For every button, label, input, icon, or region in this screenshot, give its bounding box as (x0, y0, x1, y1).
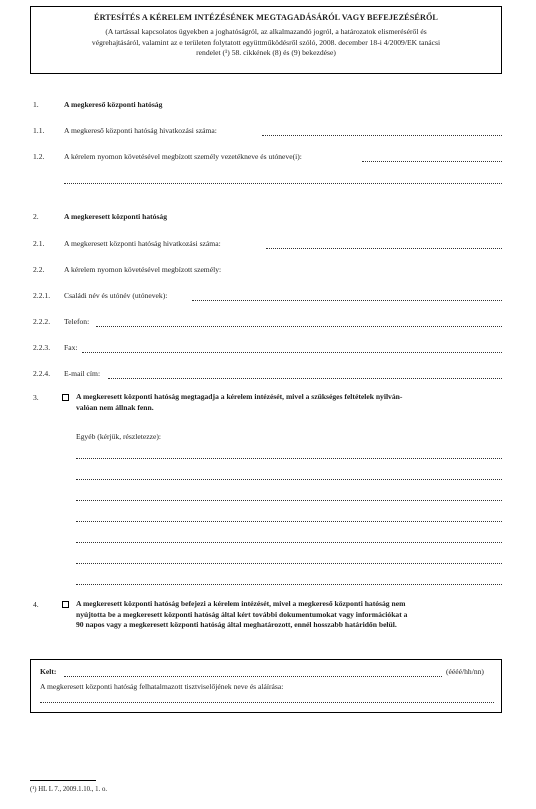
item-2-2-3-field[interactable] (82, 352, 502, 353)
footnote: (¹) HL L 7., 2009.1.10., 1. o. (30, 786, 108, 793)
item-2-2-4-number: 2.2.4. (33, 369, 51, 378)
section-4-number: 4. (33, 600, 39, 609)
item-2-2-4-label: E-mail cím: (64, 369, 101, 378)
section-2-number: 2. (33, 212, 39, 221)
section-3-other-line-4[interactable] (76, 521, 502, 522)
section-3-other-line-1[interactable] (76, 458, 502, 459)
kelt-date-field[interactable] (64, 676, 442, 677)
section-3-checkbox[interactable] (62, 394, 69, 401)
signature-label: A megkeresett központi hatóság felhatalmazott tisztviselőjének neve és aláírása: (40, 682, 284, 691)
section-3-line-2: valóan nem állnak fenn. (76, 402, 154, 412)
item-1-2-label: A kérelem nyomon követésével megbízott személy vezetékneve és utóneve(i): (64, 152, 302, 161)
subtitle-line-3: rendelet (¹) 58. cikkének (8) és (9) bekezdése) (196, 48, 336, 58)
item-1-2-number: 1.2. (33, 152, 45, 161)
section-4-line-3: 90 napos vagy a megkeresett központi hatóság által meghatározott, ennél hosszabb határidőn belül. (76, 620, 397, 630)
item-2-2-1-field[interactable] (192, 300, 502, 301)
item-1-1-label: A megkereső központi hatóság hivatkozási száma: (64, 126, 217, 135)
kelt-label: Kelt: (40, 667, 57, 676)
section-3-other-line-5[interactable] (76, 542, 502, 543)
item-2-2-2-field[interactable] (96, 326, 502, 327)
item-2-2-label: A kérelem nyomon követésével megbízott személy: (64, 265, 222, 274)
section-4-checkbox[interactable] (62, 601, 69, 608)
item-2-2-4-field[interactable] (108, 378, 502, 379)
section-3-text (76, 392, 502, 413)
section-1-title: A megkereső központi hatóság (64, 100, 163, 109)
section-1-number: 1. (33, 100, 39, 109)
item-1-2-field-line-2[interactable] (64, 183, 502, 184)
section-3-other-line-3[interactable] (76, 500, 502, 501)
section-4-line-1: A megkeresett központi hatóság befejezi a kérelem intézését, mivel a megkereső központi hatóság nem (76, 599, 406, 608)
item-2-2-1-label: Családi név és utónév (utónevek): (64, 291, 168, 300)
item-2-1-number: 2.1. (33, 239, 45, 248)
item-1-1-number: 1.1. (33, 126, 45, 135)
item-2-2-number: 2.2. (33, 265, 45, 274)
date-format-hint: (éééé/hh/nn) (446, 667, 484, 676)
item-1-2-field[interactable] (362, 161, 502, 162)
signature-field[interactable] (40, 702, 494, 703)
footnote-rule (30, 780, 96, 781)
form-title: ÉRTESÍTÉS A KÉRELEM INTÉZÉSÉNEK MEGTAGADÁSÁRÓL VAGY BEFEJEZÉSÉRŐL (94, 13, 438, 22)
form-subtitle (44, 27, 488, 59)
section-3-number: 3. (33, 393, 39, 402)
item-1-1-field[interactable] (262, 135, 502, 136)
item-2-2-3-number: 2.2.3. (33, 343, 51, 352)
section-4-text (76, 599, 502, 631)
section-2-title: A megkeresett központi hatóság (64, 212, 168, 221)
item-2-1-label: A megkeresett központi hatóság hivatkozási száma: (64, 239, 221, 248)
subtitle-line-1: (A tartással kapcsolatos ügyekben a joghatóságról, az alkalmazandó jogról, a határozatok elismeréséről és (105, 27, 427, 36)
item-2-2-1-number: 2.2.1. (33, 291, 51, 300)
item-2-2-2-label: Telefon: (64, 317, 90, 326)
item-2-2-3-label: Fax: (64, 343, 78, 352)
item-2-1-field[interactable] (266, 248, 502, 249)
section-3-other-label: Egyéb (kérjük, részletezze): (76, 432, 161, 441)
subtitle-line-2: végrehajtásáról, valamint az e területen folytatott együttműködésről szóló, 2008. december 18-i 4/2009/EK tanácsi (91, 37, 441, 47)
section-3-other-line-6[interactable] (76, 563, 502, 564)
section-3-line-1: A megkeresett központi hatóság megtagadja a kérelem intézését, mivel a szükséges feltételek nyilván- (76, 392, 403, 401)
item-2-2-2-number: 2.2.2. (33, 317, 51, 326)
section-4-line-2: nyújtotta be a megkeresett központi hatóság által kért további dokumentumokat vagy információkat a (76, 609, 408, 619)
section-3-other-line-2[interactable] (76, 479, 502, 480)
section-3-other-line-7[interactable] (76, 584, 502, 585)
